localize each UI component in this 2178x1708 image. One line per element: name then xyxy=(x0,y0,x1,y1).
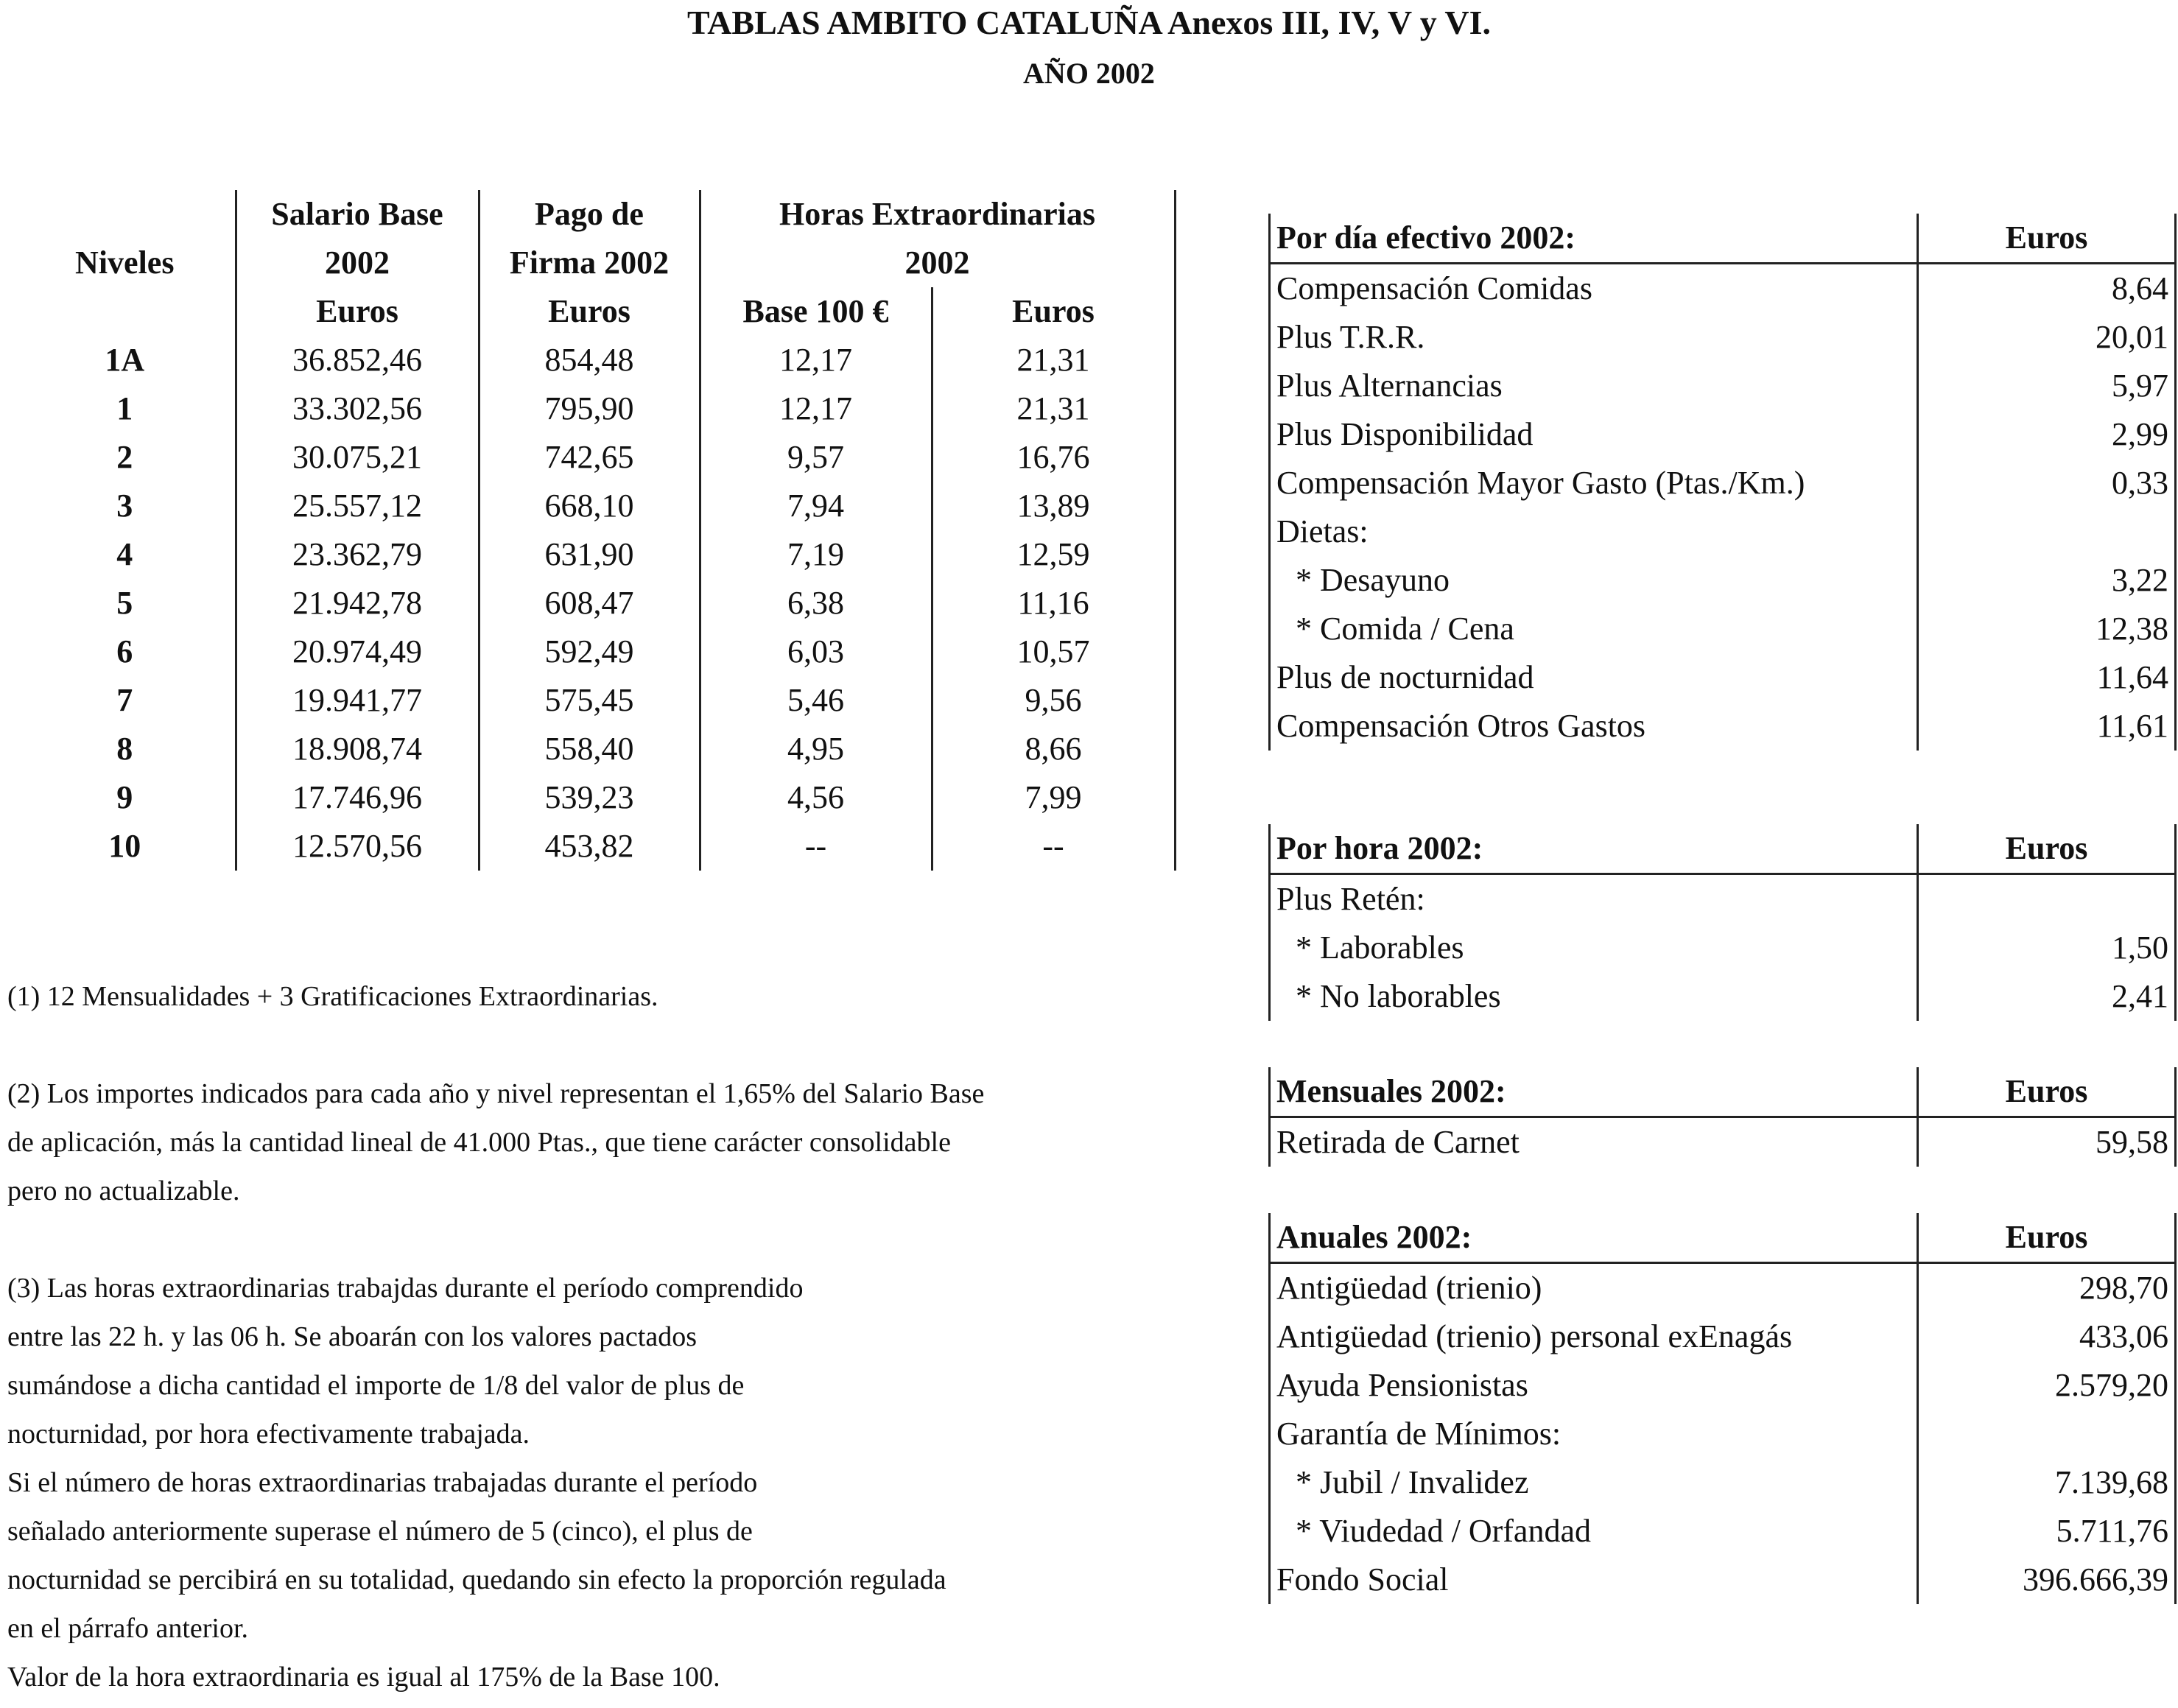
item-label: Plus Alternancias xyxy=(1270,362,1918,410)
document-subtitle: AÑO 2002 xyxy=(1023,57,1155,90)
item-label: Retirada de Carnet xyxy=(1270,1117,1918,1167)
salario-cell: 36.852,46 xyxy=(236,336,479,384)
col-firma-year: Firma 2002 xyxy=(479,239,700,287)
col-horas-year: 2002 xyxy=(700,239,1175,287)
anuales-row xyxy=(1270,1458,2176,1507)
item-label: Compensación Comidas xyxy=(1270,264,1918,314)
por-dia-row xyxy=(1270,459,2176,507)
salary-row xyxy=(15,773,1175,822)
por-dia-row xyxy=(1270,702,2176,751)
nivel-cell: 10 xyxy=(15,822,236,871)
item-label: * Laborables xyxy=(1270,924,1918,972)
col-horas-base100: Base 100 € xyxy=(700,287,932,336)
anuales-row xyxy=(1270,1556,2176,1604)
item-value xyxy=(1918,874,2176,924)
item-value: 20,01 xyxy=(1918,313,2176,362)
salary-table xyxy=(15,190,1176,871)
item-label: Ayuda Pensionistas xyxy=(1270,1361,1918,1410)
salary-row xyxy=(15,725,1175,773)
item-label: Compensación Mayor Gasto (Ptas./Km.) xyxy=(1270,459,1918,507)
por-hora-header: Por hora 2002: xyxy=(1270,824,1918,874)
anuales-row xyxy=(1270,1263,2176,1313)
note-1-text: (1) 12 Mensualidades + 3 Gratificaciones Extraordinarias. xyxy=(7,981,658,1012)
salario-cell: 19.941,77 xyxy=(236,676,479,725)
salary-table-body xyxy=(15,336,1175,871)
firma-cell: 854,48 xyxy=(479,336,700,384)
salary-row xyxy=(15,628,1175,676)
horas-euros-cell: 8,66 xyxy=(932,725,1175,773)
item-label: Fondo Social xyxy=(1270,1556,1918,1604)
item-value: 1,50 xyxy=(1918,924,2176,972)
item-label: Plus Retén: xyxy=(1270,874,1918,924)
por-dia-row xyxy=(1270,605,2176,653)
note-3-line: sumándose a dicha cantidad el importe de 1/8 del valor de plus de xyxy=(7,1370,745,1401)
item-label: Compensación Otros Gastos xyxy=(1270,702,1918,751)
item-label: Antigüedad (trienio) personal exEnagás xyxy=(1270,1312,1918,1361)
por-dia-row xyxy=(1270,556,2176,605)
col-salario-header: Salario Base xyxy=(236,190,479,239)
col-firma-header: Pago de xyxy=(479,190,700,239)
col-horas-header: Horas Extraordinarias xyxy=(700,190,1175,239)
base100-cell: 12,17 xyxy=(700,336,932,384)
col-salario-unit: Euros xyxy=(236,287,479,336)
item-value xyxy=(1918,507,2176,556)
item-label: Garantía de Mínimos: xyxy=(1270,1410,1918,1458)
note-1 xyxy=(7,972,658,1021)
item-value: 3,22 xyxy=(1918,556,2176,605)
nivel-cell: 9 xyxy=(15,773,236,822)
por-hora-row xyxy=(1270,972,2176,1021)
horas-euros-cell: 11,16 xyxy=(932,579,1175,628)
nivel-cell: 4 xyxy=(15,530,236,579)
por-dia-row xyxy=(1270,653,2176,702)
item-label: Antigüedad (trienio) xyxy=(1270,1263,1918,1313)
anuales-table xyxy=(1268,1213,2177,1604)
horas-euros-cell: 16,76 xyxy=(932,433,1175,482)
note-3-line: nocturnidad, por hora efectivamente trabajada. xyxy=(7,1419,530,1449)
mensuales-body xyxy=(1270,1117,2176,1167)
nivel-cell: 5 xyxy=(15,579,236,628)
por-dia-row xyxy=(1270,507,2176,556)
salario-cell: 20.974,49 xyxy=(236,628,479,676)
nivel-cell: 6 xyxy=(15,628,236,676)
item-value: 2,41 xyxy=(1918,972,2176,1021)
item-value: 8,64 xyxy=(1918,264,2176,314)
por-hora-unit: Euros xyxy=(1918,824,2176,874)
salary-row xyxy=(15,676,1175,725)
salary-row xyxy=(15,384,1175,433)
item-value: 298,70 xyxy=(1918,1263,2176,1313)
base100-cell: 9,57 xyxy=(700,433,932,482)
salario-cell: 33.302,56 xyxy=(236,384,479,433)
note-3 xyxy=(7,1264,946,1701)
salario-cell: 30.075,21 xyxy=(236,433,479,482)
firma-cell: 575,45 xyxy=(479,676,700,725)
por-dia-table xyxy=(1268,214,2177,751)
mensuales-unit: Euros xyxy=(1918,1067,2176,1117)
base100-cell: 4,56 xyxy=(700,773,932,822)
note-2 xyxy=(7,1069,984,1215)
note-3-line: nocturnidad se percibirá en su totalidad, quedando sin efecto la proporción regulada xyxy=(7,1564,946,1595)
col-niveles-blank xyxy=(15,190,236,239)
item-label: Plus T.R.R. xyxy=(1270,313,1918,362)
por-dia-row xyxy=(1270,362,2176,410)
por-hora-table xyxy=(1268,824,2177,1021)
col-horas-euros: Euros xyxy=(932,287,1175,336)
nivel-cell: 1 xyxy=(15,384,236,433)
por-dia-header: Por día efectivo 2002: xyxy=(1270,214,1918,264)
note-3-line: Valor de la hora extraordinaria es igual al 175% de la Base 100. xyxy=(7,1662,720,1693)
por-dia-body xyxy=(1270,264,2176,751)
firma-cell: 631,90 xyxy=(479,530,700,579)
item-label: * Desayuno xyxy=(1270,556,1918,605)
item-label: * No laborables xyxy=(1270,972,1918,1021)
salario-cell: 23.362,79 xyxy=(236,530,479,579)
mensuales-table xyxy=(1268,1067,2177,1167)
firma-cell: 608,47 xyxy=(479,579,700,628)
anuales-unit: Euros xyxy=(1918,1213,2176,1263)
anuales-header: Anuales 2002: xyxy=(1270,1213,1918,1263)
horas-euros-cell: 21,31 xyxy=(932,336,1175,384)
note-2-line: pero no actualizable. xyxy=(7,1175,240,1206)
por-hora-body xyxy=(1270,874,2176,1022)
note-2-line: (2) Los importes indicados para cada año y nivel representan el 1,65% del Salario Base xyxy=(7,1078,985,1109)
item-value: 7.139,68 xyxy=(1918,1458,2176,1507)
salario-cell: 25.557,12 xyxy=(236,482,479,530)
note-3-line: señalado anteriormente superase el número de 5 (cinco), el plus de xyxy=(7,1516,753,1547)
salario-cell: 18.908,74 xyxy=(236,725,479,773)
firma-cell: 539,23 xyxy=(479,773,700,822)
item-value: 433,06 xyxy=(1918,1312,2176,1361)
firma-cell: 795,90 xyxy=(479,384,700,433)
base100-cell: 6,03 xyxy=(700,628,932,676)
item-value: 11,61 xyxy=(1918,702,2176,751)
anuales-row xyxy=(1270,1410,2176,1458)
col-niveles-header: Niveles xyxy=(15,239,236,287)
note-3-line: (3) Las horas extraordinarias trabajdas durante el período comprendido xyxy=(7,1273,804,1304)
nivel-cell: 7 xyxy=(15,676,236,725)
por-hora-row xyxy=(1270,874,2176,924)
por-hora-row xyxy=(1270,924,2176,972)
anuales-row xyxy=(1270,1507,2176,1556)
base100-cell: -- xyxy=(700,822,932,871)
salary-row xyxy=(15,822,1175,871)
item-value: 0,33 xyxy=(1918,459,2176,507)
anuales-body xyxy=(1270,1263,2176,1605)
horas-euros-cell: 12,59 xyxy=(932,530,1175,579)
item-value: 2,99 xyxy=(1918,410,2176,459)
nivel-cell: 3 xyxy=(15,482,236,530)
item-label: * Viudedad / Orfandad xyxy=(1270,1507,1918,1556)
document-title: TABLAS AMBITO CATALUÑA Anexos III, IV, V y VI. xyxy=(686,4,1492,41)
salario-cell: 17.746,96 xyxy=(236,773,479,822)
item-value: 12,38 xyxy=(1918,605,2176,653)
por-dia-row xyxy=(1270,264,2176,314)
item-label: * Jubil / Invalidez xyxy=(1270,1458,1918,1507)
note-3-line: entre las 22 h. y las 06 h. Se aboarán con los valores pactados xyxy=(7,1321,698,1352)
nivel-cell: 1A xyxy=(15,336,236,384)
horas-euros-cell: 7,99 xyxy=(932,773,1175,822)
firma-cell: 742,65 xyxy=(479,433,700,482)
mensuales-row xyxy=(1270,1117,2176,1167)
base100-cell: 7,19 xyxy=(700,530,932,579)
firma-cell: 453,82 xyxy=(479,822,700,871)
horas-euros-cell: 21,31 xyxy=(932,384,1175,433)
item-value: 11,64 xyxy=(1918,653,2176,702)
salary-row xyxy=(15,433,1175,482)
horas-euros-cell: 13,89 xyxy=(932,482,1175,530)
base100-cell: 4,95 xyxy=(700,725,932,773)
nivel-cell: 2 xyxy=(15,433,236,482)
note-3-line: en el párrafo anterior. xyxy=(7,1613,249,1644)
horas-euros-cell: 9,56 xyxy=(932,676,1175,725)
item-value: 5.711,76 xyxy=(1918,1507,2176,1556)
por-dia-row xyxy=(1270,313,2176,362)
nivel-cell: 8 xyxy=(15,725,236,773)
horas-euros-cell: 10,57 xyxy=(932,628,1175,676)
base100-cell: 5,46 xyxy=(700,676,932,725)
por-dia-row xyxy=(1270,410,2176,459)
note-3-line: Si el número de horas extraordinarias trabajadas durante el período xyxy=(7,1467,758,1498)
item-value: 396.666,39 xyxy=(1918,1556,2176,1604)
anuales-row xyxy=(1270,1312,2176,1361)
base100-cell: 12,17 xyxy=(700,384,932,433)
salary-row xyxy=(15,530,1175,579)
item-label: Plus de nocturnidad xyxy=(1270,653,1918,702)
salary-row xyxy=(15,482,1175,530)
item-value: 59,58 xyxy=(1918,1117,2176,1167)
item-label: Plus Disponibilidad xyxy=(1270,410,1918,459)
firma-cell: 668,10 xyxy=(479,482,700,530)
salary-row xyxy=(15,336,1175,384)
mensuales-header: Mensuales 2002: xyxy=(1270,1067,1918,1117)
salario-cell: 21.942,78 xyxy=(236,579,479,628)
col-salario-year: 2002 xyxy=(236,239,479,287)
item-value: 5,97 xyxy=(1918,362,2176,410)
item-label: Dietas: xyxy=(1270,507,1918,556)
horas-euros-cell: -- xyxy=(932,822,1175,871)
item-label: * Comida / Cena xyxy=(1270,605,1918,653)
item-value xyxy=(1918,1410,2176,1458)
firma-cell: 558,40 xyxy=(479,725,700,773)
anuales-row xyxy=(1270,1361,2176,1410)
col-firma-unit: Euros xyxy=(479,287,700,336)
salario-cell: 12.570,56 xyxy=(236,822,479,871)
por-dia-unit: Euros xyxy=(1918,214,2176,264)
note-2-line: de aplicación, más la cantidad lineal de 41.000 Ptas., que tiene carácter consolidable xyxy=(7,1127,951,1158)
salary-row xyxy=(15,579,1175,628)
item-value: 2.579,20 xyxy=(1918,1361,2176,1410)
base100-cell: 7,94 xyxy=(700,482,932,530)
base100-cell: 6,38 xyxy=(700,579,932,628)
firma-cell: 592,49 xyxy=(479,628,700,676)
